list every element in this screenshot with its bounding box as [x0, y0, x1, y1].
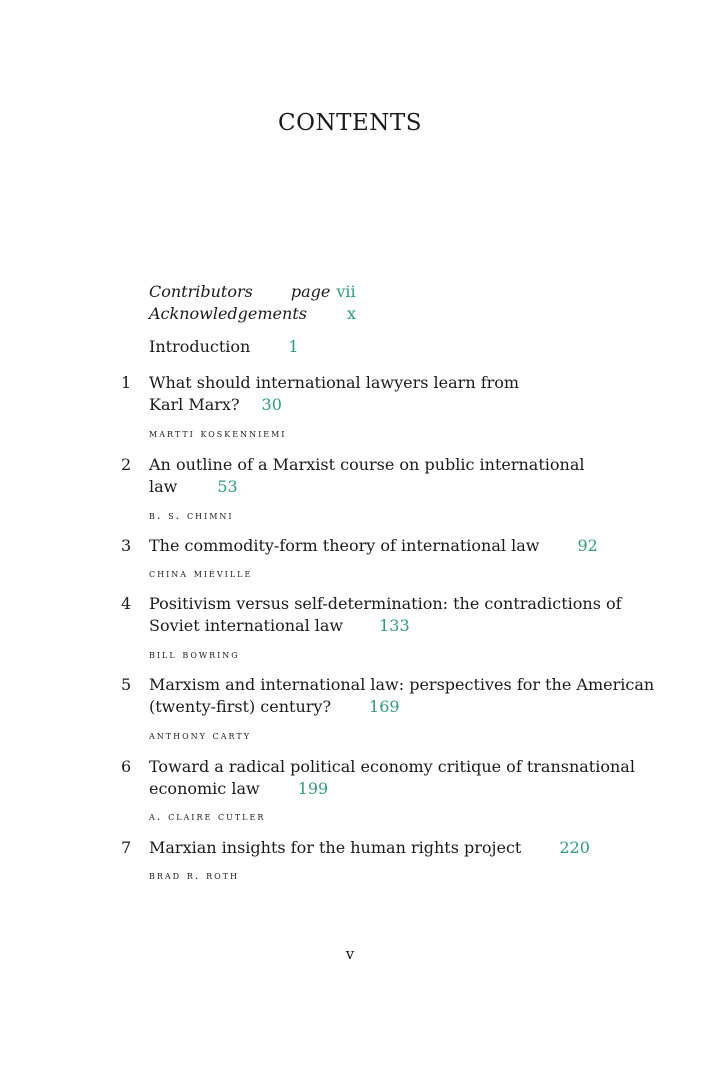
toc-entry-chapter-7[interactable] — [149, 837, 609, 859]
toc-entry-chapter-1[interactable] — [149, 372, 609, 416]
chapter-number: 3 — [121, 536, 132, 555]
toc-entry-title: Marxian insights for the human rights project — [149, 838, 522, 857]
toc-entry-contributors[interactable] — [149, 281, 609, 303]
toc-entry-chapter-4[interactable] — [149, 593, 622, 637]
toc-page-number: 169 — [369, 697, 400, 716]
toc-entry-title: The commodity-form theory of international law — [149, 536, 540, 555]
toc-page-number: 92 — [577, 536, 598, 555]
chapter-author: china miéville — [149, 566, 253, 580]
toc-page-number: 133 — [379, 616, 410, 635]
page-label: page — [290, 282, 331, 301]
chapter-number: 2 — [121, 455, 132, 474]
chapter-author: martti koskenniemi — [149, 426, 287, 440]
toc-page-number: 1 — [288, 337, 299, 356]
toc-page-number: 30 — [261, 395, 282, 414]
chapter-number: 5 — [121, 675, 132, 694]
chapter-number: 7 — [121, 838, 132, 857]
toc-entry-title: Marxism and international law: perspectives for the American — [149, 675, 655, 694]
toc-entry-title: Positivism versus self-determination: the contradictions of — [149, 594, 622, 613]
toc-entry-title-cont: (twenty-first) century? — [149, 697, 332, 716]
toc-entry-title: What should international lawyers learn from — [149, 373, 520, 392]
toc-page-number: 220 — [559, 838, 590, 857]
chapter-author: b. s. chimni — [149, 508, 234, 522]
chapter-number: 6 — [121, 757, 132, 776]
chapter-author: brad r. roth — [149, 868, 239, 882]
toc-entry-introduction[interactable] — [149, 336, 609, 358]
toc-entry-chapter-6[interactable] — [149, 756, 635, 800]
toc-entry-chapter-5[interactable] — [149, 674, 655, 718]
chapter-author: a. claire cutler — [149, 809, 266, 823]
toc-entry-title: An outline of a Marxist course on public international — [149, 455, 585, 474]
page-folio: v — [345, 945, 355, 963]
toc-entry-acknowledgements[interactable] — [149, 303, 609, 325]
chapter-number: 4 — [121, 594, 132, 613]
toc-page-number: 53 — [217, 477, 238, 496]
toc-entry-title-cont: law — [149, 477, 178, 496]
page-title: CONTENTS — [278, 110, 422, 136]
chapter-author: anthony carty — [149, 728, 251, 742]
toc-entry-title-cont: economic law — [149, 779, 260, 798]
toc-entry-title-cont: Karl Marx? — [149, 395, 240, 414]
toc-entry-title: Contributors — [149, 282, 253, 301]
toc-entry-chapter-3[interactable] — [149, 535, 609, 557]
toc-page-number: 199 — [297, 779, 329, 798]
toc-entry-title: Acknowledgements — [149, 304, 307, 323]
toc-entry-chapter-2[interactable] — [149, 454, 609, 498]
toc-page-number: vii — [336, 282, 356, 301]
toc-entry-title: Toward a radical political economy critique of transnational — [149, 757, 635, 776]
chapter-author: bill bowring — [149, 647, 240, 661]
toc-page-number: x — [346, 304, 356, 323]
chapter-number: 1 — [121, 373, 132, 392]
toc-entry-title-cont: Soviet international law — [149, 616, 344, 635]
toc-entry-title: Introduction — [149, 337, 251, 356]
